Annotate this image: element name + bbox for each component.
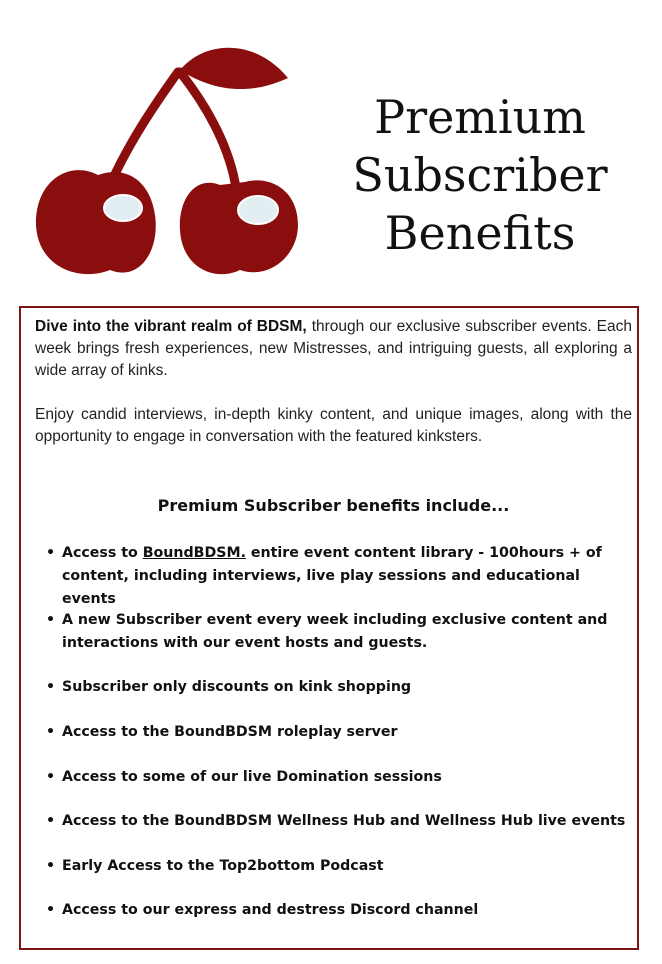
page-title bbox=[330, 88, 630, 262]
intro-bold-lead: Dive into the vibrant realm of BDSM, bbox=[35, 318, 307, 335]
list-item bbox=[46, 766, 632, 789]
benefit-text: Access to the BoundBDSM Wellness Hub and Wellness Hub live events bbox=[62, 813, 626, 829]
benefit-text: Subscriber only discounts on kink shopping bbox=[62, 679, 412, 695]
benefit-text: Access to some of our live Domination sessions bbox=[62, 769, 442, 785]
list-item bbox=[46, 676, 632, 699]
cherry-left bbox=[36, 170, 156, 274]
bullet-icon: • bbox=[46, 545, 56, 561]
bullet-icon: • bbox=[46, 902, 56, 918]
list-item bbox=[46, 542, 632, 611]
cherry-stem-right bbox=[180, 72, 236, 188]
title-line-3: Benefits bbox=[384, 206, 576, 260]
cherry-stem-left bbox=[110, 72, 178, 185]
list-item bbox=[46, 609, 632, 655]
list-item bbox=[46, 721, 632, 744]
intro-paragraph-1 bbox=[35, 316, 632, 382]
cherry-left-highlight bbox=[104, 195, 142, 221]
list-item bbox=[46, 855, 632, 878]
benefit-text: Early Access to the Top2bottom Podcast bbox=[62, 858, 384, 874]
intro-paragraph-2: Enjoy candid interviews, in-depth kinky content, and unique images, along with the opportunity to engage in conversation with the featured kinksters. bbox=[35, 406, 632, 445]
bullet-icon: • bbox=[46, 679, 56, 695]
cherry-leaf bbox=[180, 48, 288, 89]
bullet-icon: • bbox=[46, 612, 56, 628]
bullet-icon: • bbox=[46, 858, 56, 874]
bullet-icon: • bbox=[46, 724, 56, 740]
title-line-2: Subscriber bbox=[352, 148, 608, 202]
list-item bbox=[46, 810, 632, 833]
benefit-text-prefix: Access to bbox=[62, 545, 143, 561]
benefits-heading: Premium Subscriber benefits include... bbox=[157, 496, 510, 515]
cherry-right bbox=[180, 180, 298, 274]
bullet-icon: • bbox=[46, 769, 56, 785]
intro-text: through our exclusive subscriber events. Each week brings fresh experiences, new Mistresses, and intriguing guests, all exploring a wide array of kinks. bbox=[35, 318, 632, 379]
benefit-text-suffix: entire event content library - 100hours + of content, including interviews, live play sessions and educational events bbox=[62, 545, 602, 607]
benefit-text: A new Subscriber event every week including exclusive content and interactions with our event hosts and guests. bbox=[62, 612, 608, 651]
list-item bbox=[46, 899, 632, 922]
cherry-icon bbox=[30, 30, 310, 280]
benefit-text bbox=[62, 542, 632, 611]
title-line-1: Premium bbox=[374, 90, 586, 144]
bullet-icon: • bbox=[46, 813, 56, 829]
benefit-text: Access to the BoundBDSM roleplay server bbox=[62, 724, 398, 740]
benefit-text: Access to our express and destress Discord channel bbox=[62, 902, 479, 918]
cherry-right-highlight bbox=[238, 196, 278, 224]
boundbdsm-link[interactable]: BoundBDSM. bbox=[142, 545, 246, 561]
